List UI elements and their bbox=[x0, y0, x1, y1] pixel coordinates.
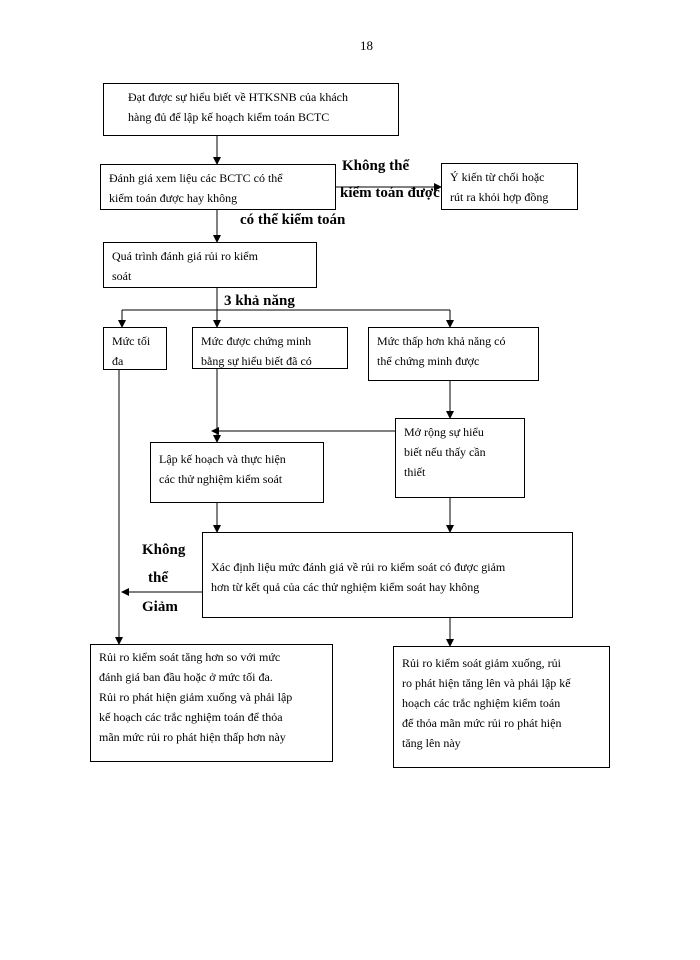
box-text-line: hàng đủ để lập kế hoạch kiểm toán BCTC bbox=[128, 110, 330, 124]
box-assess-auditability bbox=[100, 164, 336, 210]
box-disclaimer-opinion bbox=[441, 163, 578, 210]
box-text-line: tăng lên này bbox=[402, 736, 461, 750]
box-text-line: đa bbox=[112, 354, 124, 368]
box-text-line: bằng sự hiểu biết đã có bbox=[201, 354, 312, 368]
box-text-line: kế hoạch các trắc nghiệm toán để thỏa bbox=[99, 710, 283, 724]
box-text-line: Đánh giá xem liệu các BCTC có thể bbox=[109, 171, 283, 185]
box-risk-decreased-outcome bbox=[393, 646, 610, 768]
box-plan-control-tests bbox=[150, 442, 324, 503]
box-expand-understanding bbox=[395, 418, 525, 498]
box-text-line: ro phát hiện tăng lên và phải lập kế bbox=[402, 676, 571, 690]
label-the: thể bbox=[148, 570, 168, 586]
box-determine-risk-reduction bbox=[202, 532, 573, 618]
box-text-line: Ý kiến từ chối hoặc bbox=[450, 170, 545, 184]
box-proven-level bbox=[192, 327, 348, 369]
box-text-line: hoạch các trắc nghiệm kiểm toán bbox=[402, 696, 561, 710]
box-risk-increased-outcome bbox=[90, 644, 333, 762]
label-khong: Không bbox=[142, 542, 186, 558]
box-text-line: Mức thấp hơn khả năng có bbox=[377, 334, 506, 348]
box-understanding-htksnb bbox=[103, 83, 399, 136]
box-text-line: Xác định liệu mức đánh giá về rủi ro kiểm soát có được giảm bbox=[211, 560, 506, 574]
box-text-line: Mức được chứng minh bbox=[201, 334, 312, 348]
box-text-line: Rủi ro kiểm soát tăng hơn so với mức bbox=[99, 650, 281, 664]
box-control-risk-assessment bbox=[103, 242, 317, 288]
box-text-line: Mức tối bbox=[112, 334, 151, 348]
label-kiem-toan-duoc: kiểm toán được bbox=[340, 185, 440, 201]
box-text-line: Đạt được sự hiểu biết về HTKSNB của khách bbox=[128, 90, 348, 104]
box-text-line: thể chứng minh được bbox=[377, 354, 480, 368]
label-co-the-kiem-toan: có thể kiểm toán bbox=[240, 212, 346, 228]
box-text-line: Quá trình đánh giá rủi ro kiểm bbox=[112, 249, 258, 263]
box-text-line: Rủi ro kiểm soát giảm xuống, rủi bbox=[402, 656, 561, 670]
label-3-kha-nang: 3 khả năng bbox=[224, 293, 295, 309]
box-maximum-level bbox=[103, 327, 167, 370]
box-lower-level bbox=[368, 327, 539, 381]
label-khong-the: Không thể bbox=[342, 158, 410, 174]
box-text-line: kiểm toán được hay không bbox=[109, 191, 238, 205]
box-text-line: các thử nghiệm kiểm soát bbox=[159, 472, 283, 486]
box-text-line: Rủi ro phát hiện giảm xuống và phải lập bbox=[99, 690, 293, 704]
box-text-line: hơn từ kết quả của các thử nghiệm kiểm soát hay không bbox=[211, 580, 480, 594]
box-text-line: thiết bbox=[404, 465, 426, 479]
box-text-line: soát bbox=[112, 269, 132, 283]
box-text-line: để thỏa mãn mức rủi ro phát hiện bbox=[402, 716, 562, 730]
label-giam: Giảm bbox=[142, 599, 178, 615]
box-text-line: đánh giá ban đầu hoặc ở mức tối đa. bbox=[99, 670, 273, 684]
box-text-line: Mở rộng sự hiểu bbox=[404, 425, 484, 439]
box-text-line: rút ra khỏi hợp đồng bbox=[450, 190, 549, 204]
page-number: 18 bbox=[360, 38, 373, 53]
box-text-line: Lập kế hoạch và thực hiện bbox=[159, 452, 286, 466]
box-text-line: mãn mức rủi ro phát hiện thấp hơn này bbox=[99, 730, 286, 744]
box-text-line: biết nếu thấy cần bbox=[404, 445, 486, 459]
